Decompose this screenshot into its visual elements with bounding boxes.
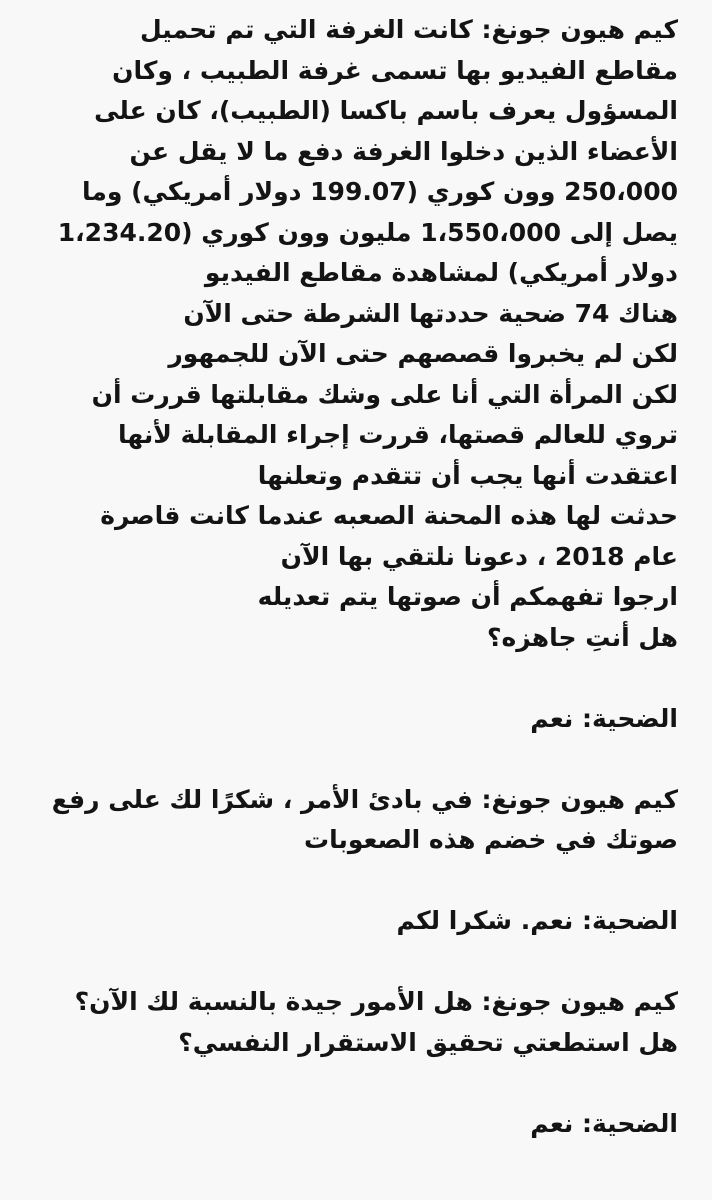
- text-line: اعتقدت أنها يجب أن تتقدم وتعلنها: [257, 460, 678, 490]
- text-line: عام 2018 ، دعونا نلتقي بها الآن: [280, 541, 678, 571]
- blank-line: [24, 739, 678, 780]
- text-line: المسؤول يعرف باسم باكسا (الطبيب)، كان على: [94, 96, 678, 125]
- text-line: ارجوا تفهمكم أن صوتها يتم تعديله: [257, 582, 678, 611]
- text-line: كيم هيون جونغ: هل الأمور جيدة بالنسبة لك الآن؟: [74, 987, 678, 1016]
- text-line: كيم هيون جونغ: كانت الغرفة التي تم تحميل: [139, 15, 678, 44]
- text-line: لكن المرأة التي أنا على وشك مقابلتها قررت أن: [91, 379, 678, 409]
- text-line: الأعضاء الذين دخلوا الغرفة دفع ما لا يقل عن: [129, 136, 678, 166]
- text-line: الضحية: نعم: [530, 1108, 678, 1138]
- text-line: صوتك في خضم هذه الصعوبات: [303, 825, 678, 854]
- blank-line: [24, 861, 678, 902]
- blank-line: [24, 1063, 678, 1104]
- text-line: تروي للعالم قصتها، قررت إجراء المقابلة لأنها: [118, 420, 678, 449]
- text-line: هناك 74 ضحية حددتها الشرطة حتى الآن: [183, 298, 678, 328]
- blank-line: [24, 658, 678, 699]
- text-line: كيم هيون جونغ: في بادئ الأمر ، شكرًا لك على رفع: [51, 784, 678, 814]
- text-line: هل استطعتي تحقيق الاستقرار النفسي؟: [178, 1027, 678, 1057]
- text-line: مقاطع الفيديو بها تسمى غرفة الطبيب ، وكان: [112, 55, 678, 85]
- text-line: حدثت لها هذه المحنة الصعبه عندما كانت قاصرة: [100, 501, 678, 530]
- text-line: دولار أمريكي) لمشاهدة مقاطع الفيديو: [204, 258, 678, 287]
- blank-line: [24, 942, 678, 983]
- text-line: الضحية: نعم: [530, 703, 678, 733]
- text-line: الضحية: نعم. شكرا لكم: [396, 906, 678, 935]
- text-line: هل أنتِ جاهزه؟: [486, 622, 678, 652]
- text-line: يصل إلى 1،550،000 مليون وون كوري (1،234.20: [57, 217, 678, 247]
- text-line: لكن لم يخبروا قصصهم حتى الآن للجمهور: [168, 339, 678, 368]
- text-line: 250،000 وون كوري (199.07 دولار أمريكي) وما: [82, 177, 678, 206]
